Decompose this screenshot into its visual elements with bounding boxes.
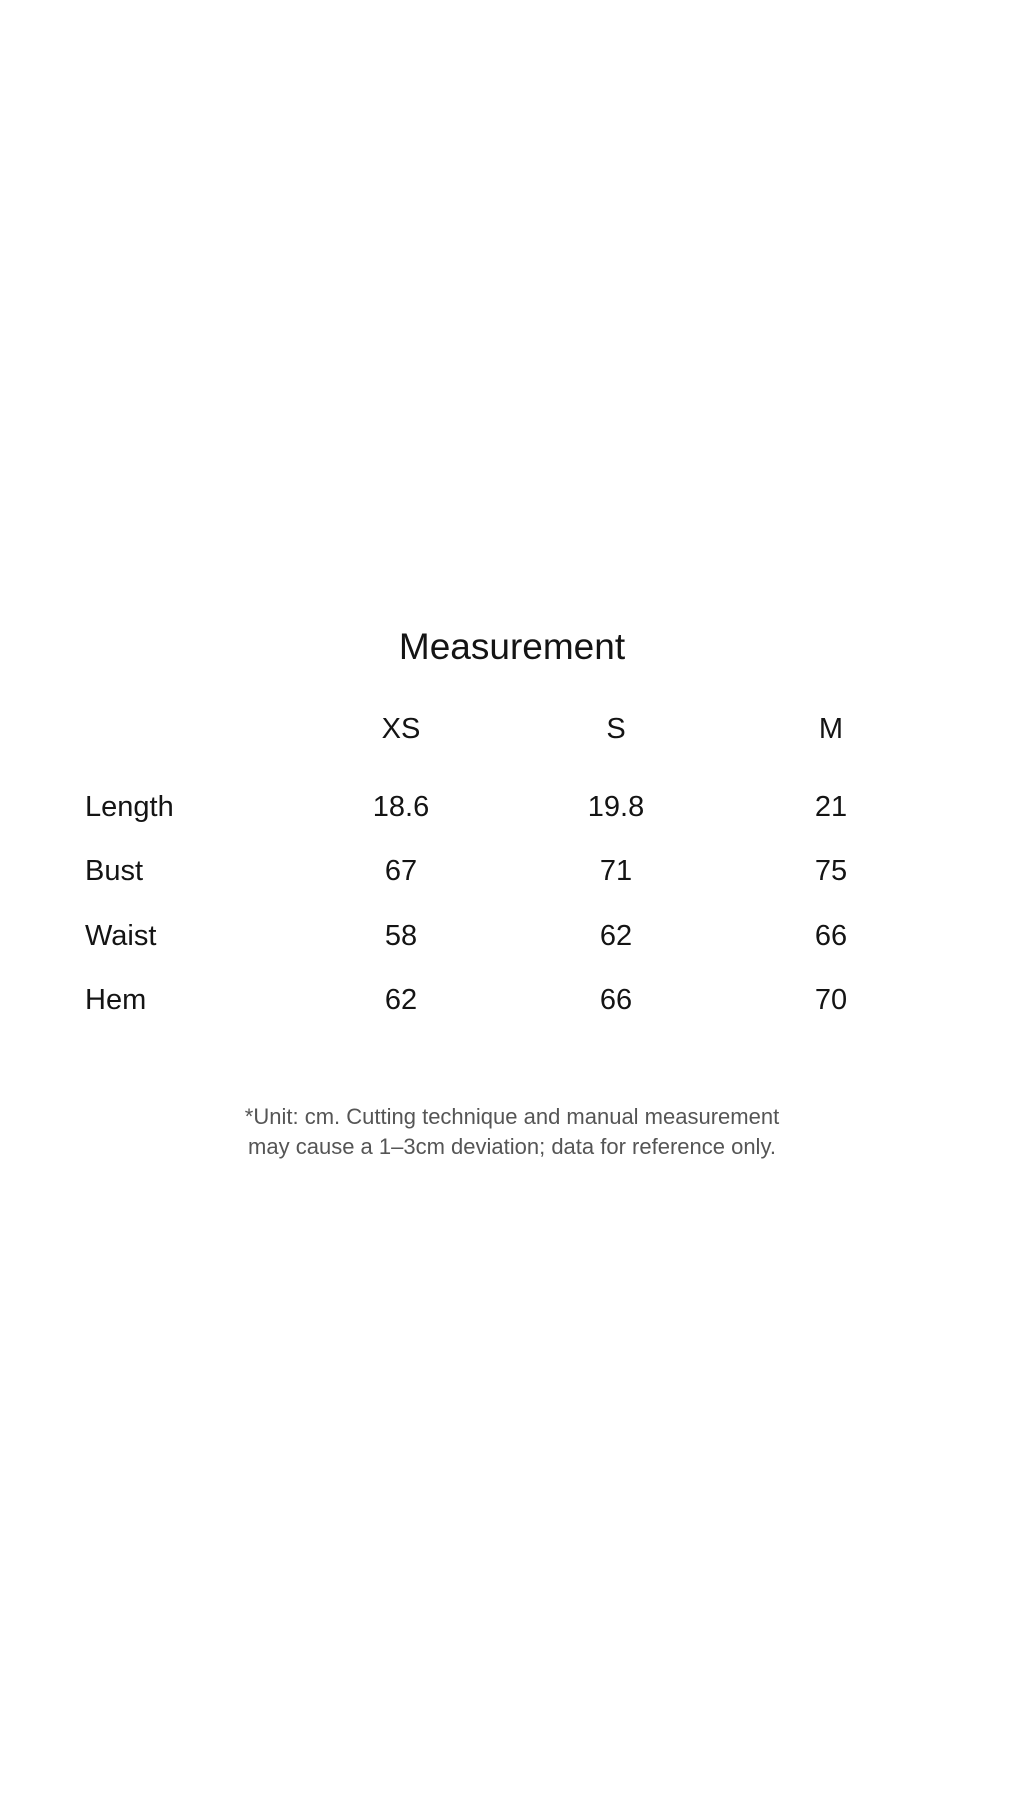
table-cell: 62 <box>384 984 418 1016</box>
measurement-note <box>0 1102 1024 1162</box>
table-cell: 62 <box>599 920 633 952</box>
table-cell: 75 <box>814 855 848 887</box>
table-cell: 71 <box>599 855 633 887</box>
note-line: may cause a 1–3cm deviation; data for reference only. <box>248 1134 776 1159</box>
table-cell: 58 <box>384 920 418 952</box>
column-header-s: S <box>606 713 626 745</box>
table-cell: 21 <box>814 791 848 823</box>
row-label-length: Length <box>85 791 174 823</box>
column-header-m: M <box>818 713 844 745</box>
row-label-bust: Bust <box>85 855 144 887</box>
table-cell: 66 <box>599 984 633 1016</box>
note-line: *Unit: cm. Cutting technique and manual measurement <box>244 1104 780 1129</box>
row-label-waist: Waist <box>85 920 157 952</box>
row-label-hem: Hem <box>85 984 147 1016</box>
table-cell: 70 <box>814 984 848 1016</box>
table-cell: 19.8 <box>587 791 645 823</box>
column-header-xs: XS <box>381 713 421 745</box>
page-title: Measurement <box>398 626 626 667</box>
table-cell: 67 <box>384 855 418 887</box>
table-cell: 18.6 <box>372 791 430 823</box>
table-cell: 66 <box>814 920 848 952</box>
